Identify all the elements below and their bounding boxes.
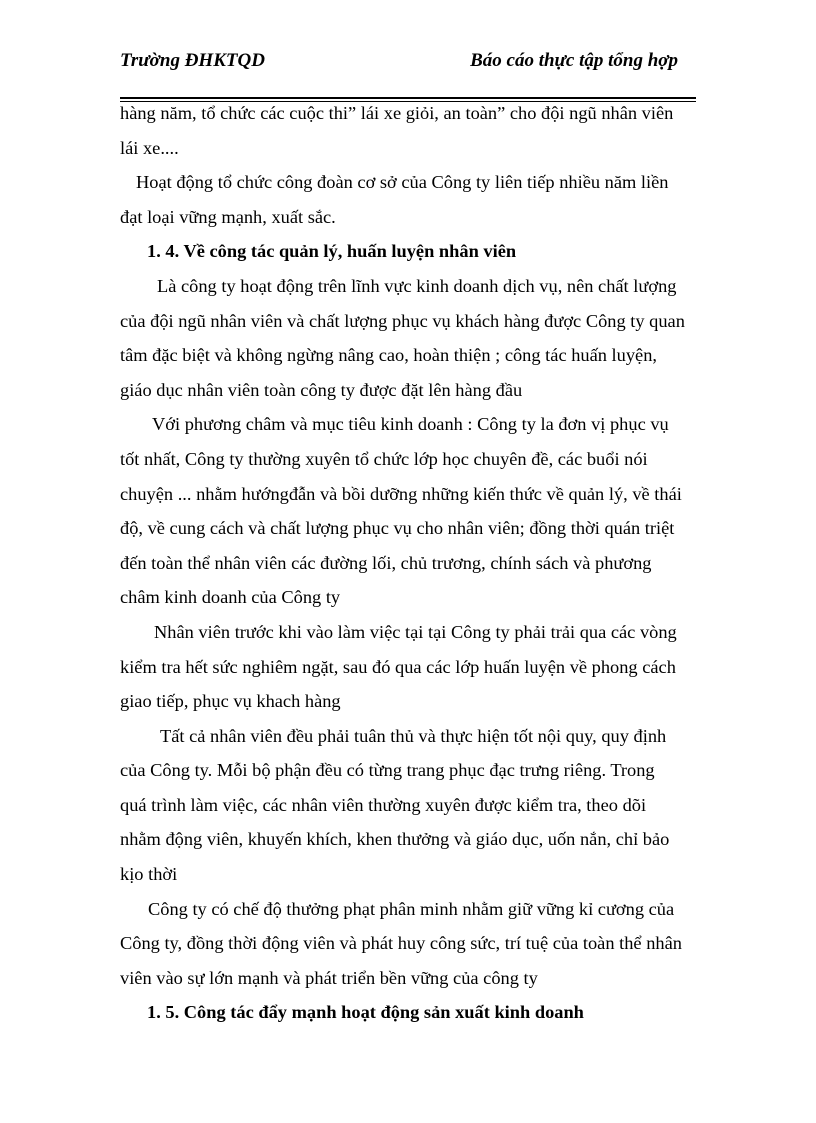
section-heading: 1. 4. Về công tác quản lý, huấn luyện nhân viên bbox=[147, 241, 517, 262]
text-line: đến toàn thể nhân viên các đường lối, chủ trương, chính sách và phương bbox=[120, 552, 652, 573]
text-line: hàng năm, tổ chức các cuộc thi” lái xe giỏi, an toàn” cho đội ngũ nhân viên bbox=[120, 103, 674, 123]
text-line: chuyện ... nhằm hướngđẫn và bồi dưỡng những kiến thức về quản lý, về thái bbox=[120, 483, 682, 504]
text-line: kịo thời bbox=[120, 864, 178, 885]
section-heading: 1. 5. Công tác đẩy mạnh hoạt động sản xuất kinh doanh bbox=[147, 1002, 584, 1023]
header-report-title: Báo cáo thực tập tổng hợp bbox=[470, 50, 678, 71]
text-line: Tất cả nhân viên đều phải tuân thủ và thực hiện tốt nội quy, quy định bbox=[160, 725, 667, 746]
text-line: nhằm động viên, khuyến khích, khen thưởng và giáo dục, uốn nắn, chỉ bảo bbox=[120, 829, 670, 850]
text-line: của Công ty. Mỗi bộ phận đều có từng trang phục đạc trưng riêng. Trong bbox=[120, 760, 655, 781]
text-line: của đội ngũ nhân viên và chất lượng phục vụ khách hàng được Công ty quan bbox=[120, 310, 685, 331]
text-line: Là công ty hoạt động trên lĩnh vực kinh doanh dịch vụ, nên chất lượng bbox=[157, 275, 677, 296]
text-line: đạt loại vững mạnh, xuất sắc. bbox=[120, 206, 336, 227]
text-line: lái xe.... bbox=[120, 137, 179, 158]
page-header bbox=[120, 50, 678, 80]
text-line: quá trình làm việc, các nhân viên thường xuyên được kiểm tra, theo dõi bbox=[120, 794, 647, 815]
text-line: giáo dục nhân viên toàn công ty được đặt lên hàng đầu bbox=[120, 379, 523, 400]
document-body bbox=[120, 96, 696, 1030]
text-line: giao tiếp, phục vụ khach hàng bbox=[120, 691, 341, 712]
header-school: Trường ĐHKTQD bbox=[120, 50, 265, 71]
text-line: độ, về cung cách và chất lượng phục vụ cho nhân viên; đồng thời quán triệt bbox=[120, 518, 675, 539]
text-line: tâm đặc biệt và không ngừng nâng cao, hoàn thiện ; công tác huấn luyện, bbox=[120, 345, 658, 366]
text-line: Nhân viên trước khi vào làm việc tại tại Công ty phải trải qua các vòng bbox=[154, 621, 677, 642]
text-line: châm kinh doanh của Công ty bbox=[120, 587, 341, 608]
text-line: kiểm tra hết sức nghiêm ngặt, sau đó qua các lớp huấn luyện về phong cách bbox=[120, 656, 676, 677]
text-line: Với phương châm và mục tiêu kinh doanh : Công ty la đơn vị phục vụ bbox=[152, 414, 669, 435]
text-line: tốt nhất, Công ty thường xuyên tổ chức lớp học chuyên đề, các buổi nói bbox=[120, 448, 648, 469]
text-line: Công ty, đồng thời động viên và phát huy công sức, trí tuệ của toàn thể nhân bbox=[120, 933, 682, 954]
text-line: Công ty có chế độ thưởng phạt phân minh nhằm giữ vững kỉ cương của bbox=[148, 898, 675, 919]
text-line: viên vào sự lớn mạnh và phát triển bền vững của công ty bbox=[120, 967, 538, 988]
text-line: Hoạt động tổ chức công đoàn cơ sở của Công ty liên tiếp nhiều năm liền bbox=[136, 172, 669, 193]
